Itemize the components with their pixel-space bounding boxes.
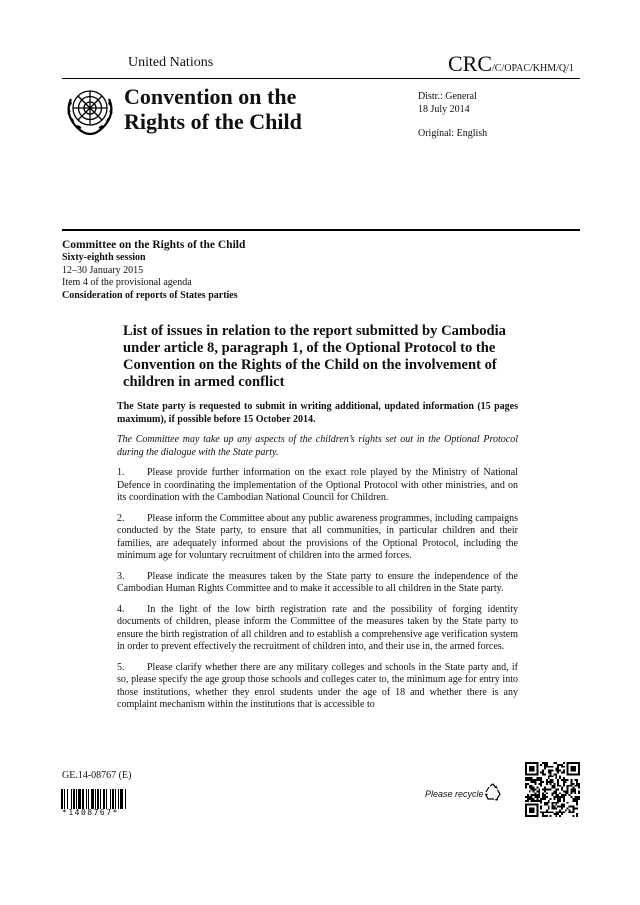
paragraph-number: 3. bbox=[117, 570, 125, 582]
recycle-text: Please recycle bbox=[425, 789, 484, 799]
paragraph-number: 5. bbox=[117, 661, 125, 673]
header-rule bbox=[62, 78, 580, 79]
paragraph-text: Please inform the Committee about any public awareness programmes, including campaigns conducted by the State party, to ensure that all communities, in particular children and their families, are adequately informed about the provisions of the Optional Protocol, including the minimum age for voluntary recruitment of children into the armed forces. bbox=[117, 512, 518, 561]
paragraph-text: Please provide further information on the exact role played by the Ministry of National Defence in coordinating the implementation of the Optional Protocol with other ministries, and on its coordination with the Cambodian National Council for Children. bbox=[117, 467, 518, 503]
committee-block bbox=[62, 238, 245, 302]
committee-name: Committee on the Rights of the Child bbox=[62, 239, 246, 251]
document-title: List of issues in relation to the report submitted by Cambodia under article 8, paragraph 1, of the Optional Protocol to the Convention on the Rights of the Child on the involvement of children in armed conflict bbox=[123, 323, 506, 390]
barcode-digits: *1408767* bbox=[62, 808, 119, 817]
committee-note: The Committee may take up any aspects of the children’s rights set out in the Optional Protocol during the dialogue with the State party. bbox=[117, 434, 518, 458]
distribution: Distr.: General bbox=[418, 91, 477, 102]
paragraph bbox=[117, 662, 518, 712]
session: Sixty-eighth session bbox=[62, 252, 146, 263]
original-language: Original: English bbox=[418, 128, 488, 139]
paragraph bbox=[117, 604, 518, 654]
session-dates: 12–30 January 2015 bbox=[62, 264, 144, 276]
symbol-prefix: CRC bbox=[448, 51, 493, 76]
convention-title-line1: Convention on the bbox=[124, 84, 297, 109]
distribution-block bbox=[418, 90, 477, 116]
paragraph bbox=[117, 571, 518, 596]
section-rule bbox=[62, 229, 580, 231]
paragraph-text: Please clarify whether there are any military colleges and schools in the State party and, if so, please specify the age group those schools and colleges cater to, the minimum age for entry into those institutions, whether they enrol students under the age of 18 and whether there is any complaint mechanism within the institutions that is accessible to bbox=[117, 661, 518, 710]
convention-title bbox=[124, 84, 302, 134]
submission-request: The State party is requested to submit in writing additional, updated information (15 pages maximum), if possible before 15 October 2014. bbox=[117, 401, 518, 425]
paragraph-text: Please indicate the measures taken by the State party to ensure the independence of the Cambodian Human Rights Committee and to make it accessible to all children in the State party. bbox=[117, 570, 518, 594]
organization-name: United Nations bbox=[128, 55, 214, 70]
agenda-item: Item 4 of the provisional agenda bbox=[62, 277, 192, 288]
paragraph bbox=[117, 513, 518, 563]
paragraph-text: In the light of the low birth registration rate and the possibility of forging identity documents of children, please inform the Committee of the measures taken by the State party to ensure the birth registration of all children and to establish a comprehensive age verification system in order to prevent effectively the recruitment of children into, and their use in, the armed forces. bbox=[117, 603, 518, 652]
un-emblem-icon bbox=[62, 82, 118, 138]
recycle-icon bbox=[483, 783, 503, 801]
convention-title-line2: Rights of the Child bbox=[124, 109, 302, 134]
paragraph-number: 4. bbox=[117, 603, 125, 615]
document-symbol bbox=[448, 51, 574, 77]
barcode-icon bbox=[61, 789, 151, 809]
paragraph-number: 1. bbox=[117, 467, 125, 478]
ge-number: GE.14-08767 (E) bbox=[62, 770, 132, 781]
paragraph-number: 2. bbox=[117, 512, 125, 524]
issue-date: 18 July 2014 bbox=[418, 104, 470, 115]
qr-code-icon bbox=[525, 762, 580, 817]
symbol-suffix: /C/OPAC/KHM/Q/1 bbox=[492, 63, 574, 74]
document-body bbox=[117, 401, 518, 720]
paragraph bbox=[117, 467, 518, 505]
agenda-title: Consideration of reports of States parties bbox=[62, 289, 238, 301]
